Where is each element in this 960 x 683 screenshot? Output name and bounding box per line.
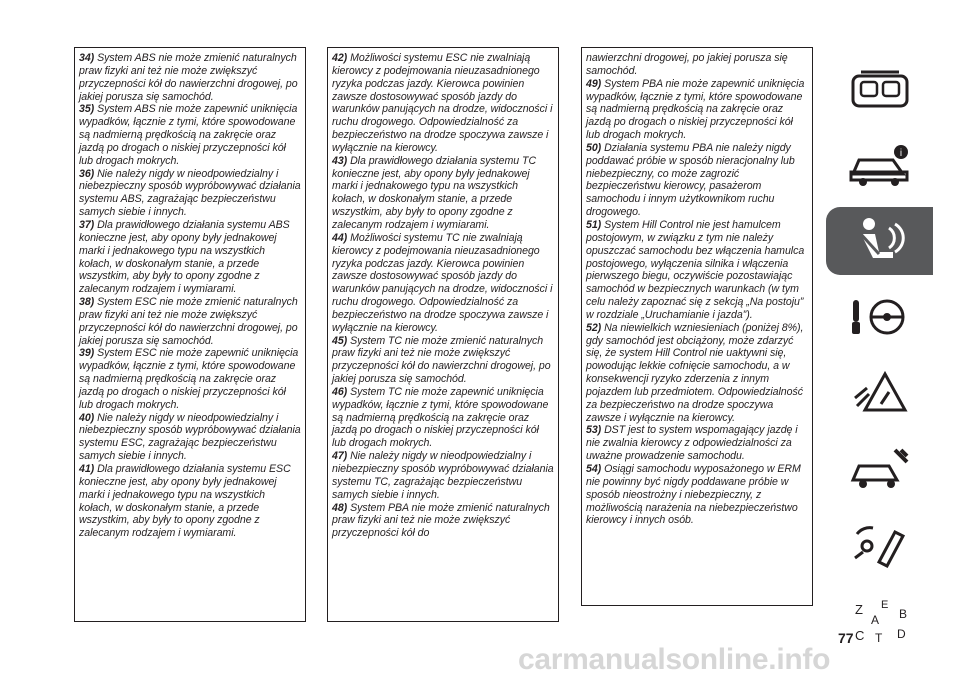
note-paragraph <box>79 296 301 347</box>
note-paragraph <box>79 52 301 103</box>
key-steering-icon <box>845 290 915 344</box>
tab-car-info[interactable] <box>826 131 933 199</box>
note-text: System ABS nie może zapewnić uniknięcia wypadków, łącznie z tymi, które spowodowane są nadmierną prędkością na zakręcie oraz jazdą po drogach o niskiej przyczepności kół lub drogach mokrych. <box>79 103 298 167</box>
index-letter: A <box>870 613 879 627</box>
note-number: 54) <box>586 463 602 475</box>
index-letter: B <box>898 607 907 621</box>
note-paragraph <box>79 219 301 296</box>
note-text: Dla prawidłowego działania systemu TC konieczne jest, aby opony były jednakowej marki i jednakowego typu na wszystkich kołach, w doskonałym stanie, a przede wszystkim, aby były to opony zgodne z zalecanym rodzajem i wymiarami. <box>332 154 537 231</box>
index-letter: E <box>880 599 888 611</box>
note-paragraph <box>79 463 301 540</box>
note-paragraph <box>332 232 554 335</box>
tab-starting-driving[interactable] <box>826 283 933 351</box>
note-number: 47) <box>332 450 348 463</box>
watermark: carmanualsonline.info <box>518 643 831 676</box>
text-column-3 <box>581 47 813 606</box>
note-text: System TC nie może zmienić naturalnych praw fizyki ani też nie może zwiększyć przyczepności kół do nawierzchni drogowej, po jakiej porusza się samochód. <box>332 334 551 386</box>
svg-text:i: i <box>899 148 902 159</box>
note-text: DST jest to system wspomagający jazdę i nie zwalnia kierowcy z odpowiedzialności za uważne prowadzenie samochodu. <box>586 424 798 463</box>
note-text: System PBA nie może zapewnić uniknięcia wypadków, łącznie z tymi, które spowodowane są nadmierną prędkością na zakręcie oraz jazdą po drogach o niskiej przyczepności kół lub drogach mokrych. <box>586 77 805 142</box>
note-paragraph <box>332 155 554 232</box>
note-text: Dla prawidłowego działania systemu ABS konieczne jest, aby opony były jednakowej marki i jednakowego typu na wszystkich kołach, w doskonałym stanie, a przede wszystkim, aby były to opony zgodne z zalecanym rodzajem i wymiarami. <box>79 218 290 296</box>
index-letter: Z <box>854 602 863 617</box>
text-column-1 <box>74 47 306 622</box>
note-paragraph <box>332 386 554 450</box>
note-number: 41) <box>79 463 95 475</box>
note-text: nawierzchni drogowej, po jakiej porusza się samochód. <box>586 52 788 77</box>
warning-triangle-icon <box>845 366 915 420</box>
note-paragraph <box>79 168 301 219</box>
note-number: 48) <box>332 501 348 514</box>
note-text: Nie należy nigdy w nieodpowiedzialny i niebezpieczny sposób wypróbowywać działania systemu ESC, zagrażając bezpieczeństwu samych siebie i innych. <box>79 411 301 463</box>
note-number: 51) <box>586 218 602 231</box>
note-number: 46) <box>332 385 348 398</box>
text-column-2 <box>327 47 559 622</box>
note-paragraph <box>586 463 808 527</box>
media-navigation-icon <box>845 518 915 572</box>
note-text: Działania systemu PBA nie należy nigdy poddawać próbie w sposób nieracjonalny lub niebezpieczny, co może zagrozić bezpieczeństwu kierowcy, pasażerom samochodu i innym użytkownikom ruchu drogowego. <box>586 141 795 219</box>
note-paragraph <box>332 502 554 541</box>
note-text: Nie należy nigdy w nieodpowiedzialny i niebezpieczny sposób wypróbowywać działania systemu TC, zagrażając bezpieczeństwu samych siebie i innych. <box>332 450 554 501</box>
note-paragraph <box>586 219 808 322</box>
note-number: 44) <box>332 231 348 244</box>
note-number: 50) <box>586 141 602 154</box>
note-paragraph <box>332 335 554 386</box>
chapter-tabs <box>826 55 935 663</box>
seat-airbag-icon <box>845 214 915 268</box>
note-paragraph <box>332 450 554 501</box>
note-paragraph <box>79 347 301 411</box>
tab-multimedia[interactable] <box>826 511 933 579</box>
note-number: 43) <box>332 154 348 167</box>
note-text: Osiągi samochodu wyposażonego w ERM nie powinny być nigdy poddawane próbie w sposób nieostrożny i niebezpieczny, z możliwością narażenia na niebezpieczeństwo kierowcy i innych osób. <box>586 463 801 527</box>
tab-maintenance[interactable] <box>826 435 933 503</box>
car-info-icon <box>845 138 915 192</box>
note-text: System ESC nie może zapewnić uniknięcia wypadków, łącznie z tymi, które spowodowane są nadmierną prędkością na zakręcie oraz jazdą po drogach o niskiej przyczepności kół lub drogach mokrych. <box>79 347 299 411</box>
tab-emergency[interactable] <box>826 359 933 427</box>
note-text: System Hill Control nie jest hamulcem postojowym, w związku z tym nie należy opuszczać samochodu bez włączenia hamulca postojowego, wyłączenia silnika i włączenia pierwszego biegu, oczywiście pozostawiając samochód w bezpiecznych warunkach (w tym celu należy zapoznać się z sekcją „Na postoju” w rozdziale „Uruchamianie i jazda”). <box>586 218 805 321</box>
note-text: Możliwości systemu TC nie zwalniają kierowcy z podejmowania nieuzasadnionego ryzyka podczas jazdy. Kierowca powinien zawsze dostosowywać sposób jazdy do warunków panujących na drodze, widoczności i ruchu drogowego. Odpowiedzialność za bezpieczeństwo na drodze spoczywa zawsze i wyłącznie na kierowcy. <box>332 231 553 334</box>
note-text: Dla prawidłowego działania systemu ESC konieczne jest, aby opony były jednakowej marki i jednakowego typu na wszystkich kołach, w doskonałym stanie, a przede wszystkim, aby były to opony zgodne z zalecanym rodzajem i wymiarami. <box>79 463 291 540</box>
note-number: 37) <box>79 218 95 231</box>
note-number: 34) <box>79 52 95 64</box>
note-paragraph <box>586 78 808 142</box>
note-number: 38) <box>79 296 95 309</box>
note-paragraph <box>586 142 808 219</box>
note-number: 49) <box>586 77 602 90</box>
note-number: 40) <box>79 411 95 424</box>
note-text: System TC nie może zapewnić uniknięcia wypadków, łącznie z tymi, które spowodowane są nadmierną prędkością na zakręcie oraz jazdą po drogach o niskiej przyczepności kół lub drogach mokrych. <box>332 385 549 450</box>
page-number: 77 <box>838 630 854 646</box>
note-paragraph <box>586 424 808 463</box>
note-paragraph <box>79 412 301 463</box>
index-letter: C <box>854 628 864 643</box>
note-text: System PBA nie może zmienić naturalnych praw fizyki ani też nie może zwiększyć przyczepności kół do <box>332 501 550 540</box>
note-paragraph <box>586 52 808 78</box>
index-letters-icon <box>845 594 915 648</box>
note-number: 35) <box>79 103 95 116</box>
tab-safety[interactable] <box>826 207 933 275</box>
note-number: 36) <box>79 167 95 180</box>
note-text: Możliwości systemu ESC nie zwalniają kierowcy z podejmowania nieuzasadnionego ryzyka podczas jazdy. Kierowca powinien zawsze dostosowywać sposób jazdy do warunków panujących na drodze, widoczności i ruchu drogowego. Odpowiedzialność za bezpieczeństwo na drodze spoczywa zawsze i wyłącznie na kierowcy. <box>332 52 553 154</box>
note-number: 42) <box>332 52 348 64</box>
note-text: System ESC nie może zmienić naturalnych praw fizyki ani też nie może zwiększyć przyczepności kół do nawierzchni drogowej, po jakiej porusza się samochód. <box>79 296 298 347</box>
note-text: Nie należy nigdy w nieodpowiedzialny i niebezpieczny sposób wypróbowywać działania systemu ABS, zagrażając bezpieczeństwu samych siebie i innych. <box>79 167 301 219</box>
note-number: 45) <box>332 334 348 347</box>
note-number: 39) <box>79 347 95 360</box>
tab-dashboard[interactable] <box>826 55 933 123</box>
note-text: System ABS nie może zmienić naturalnych praw fizyki ani też nie może zwiększyć przyczepności kół do nawierzchni drogowej, po jakiej porusza się samochód. <box>79 52 298 103</box>
note-number: 52) <box>586 321 602 334</box>
car-dashboard-icon <box>845 62 915 116</box>
note-text: Na niewielkich wzniesieniach (poniżej 8%), gdy samochód jest obciążony, może zdarzyć się, że system Hill Control nie uaktywni się, powodując lekkie cofnięcie samochodu, a w konsekwencji ryzyko zderzenia z innym pojazdem lub przedmiotem. Odpowiedzialność za bezpieczeństwo na drodze spoczywa zawsze i wyłącznie na kierowcy. <box>586 321 804 424</box>
note-paragraph <box>586 322 808 425</box>
car-tools-icon <box>845 442 915 496</box>
note-paragraph <box>332 52 554 155</box>
index-letter: D <box>896 627 906 641</box>
note-number: 53) <box>586 424 602 437</box>
note-paragraph <box>79 103 301 167</box>
index-letter: T <box>874 631 882 645</box>
